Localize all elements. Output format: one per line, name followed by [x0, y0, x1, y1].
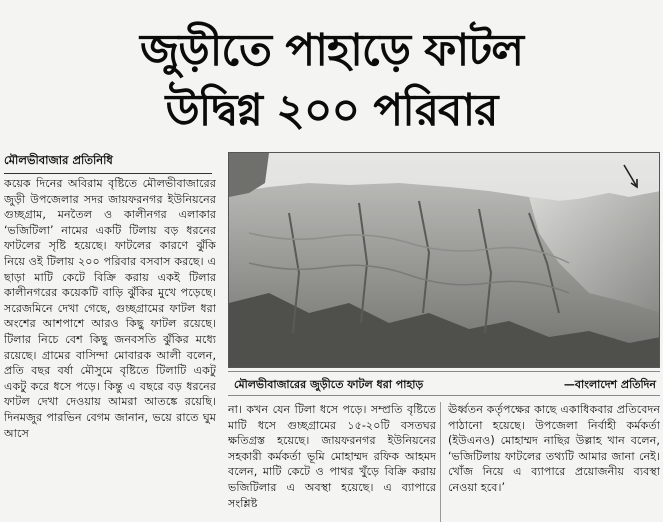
paragraph: কয়েক দিনের অবিরাম বৃষ্টিতে মৌলভীবাজারের জুড়ী উপজেলার সদর জায়ফরনগর ইউনিয়নের গুচ্ছগ্রাম, মনতৈল ও কালীনগর এলাকার ‘ভজিটিলা’ নামের একটি টিলায় বড় ধরনের ফাটলের সৃষ্টি হয়েছে। ফাটলের কারণে ঝুঁকি নিয়ে ওই টিলায় ২০০ পরিবার বসবাস করছে। এ ছাড়া মাটি কেটে বিক্রি করায় একই টিলার কালীনগরের কয়েকটি বাড়ি ঝুঁকির মুখে পড়েছে। সরেজমিনে দেখা গেছে, গুচ্ছগ্রামের ফাটল ধরা অংশের আশপাশে আরও কিছু ফাটল রয়েছে। টিলার নিচে বেশ কিছু জনবসতি ঝুঁকির মধ্যে রয়েছে। গ্রামের বাসিন্দা মোবারক আলী বলেন, প্রতি বছর বর্ষা মৌসুমে বৃষ্টিতে টিলাটি একটু একটু করে ধসে পড়ে। কিন্তু এ বছরে বড় ধরনের ফাটল দেখা দেওয়ায় আমরা আতঙ্কে রয়েছি। দিনমজুর পারভিন বেগম জানান, ভয়ে রাতে ঘুম আসে — [4, 177, 216, 440]
headline-line-1: জুড়ীতে পাহাড়ে ফাটল — [140, 25, 523, 76]
caption-rule-bottom — [228, 395, 660, 396]
hill-crack-photo — [228, 152, 660, 368]
article-column-left — [4, 176, 216, 522]
caption-rule-top — [228, 371, 660, 372]
paragraph: না। কখন যেন টিলা ধসে পড়ে। সম্প্রতি বৃষ্টিতে মাটি ধসে গুচ্ছগ্রামের ১৫-২০টি বসতঘর ক্ষতিগ্রস্ত হয়েছে। জায়ফরনগর ইউনিয়নের সহকারী কর্মকর্তা ভূমি মোহাম্মদ রফিক আহমদ বলেন, মাটি কেটে ও পাথর খুঁড়ে বিক্রি করায় ভজিটিলার এ অবস্থা হয়েছে। এ ব্যাপারে সংশ্লিষ্ট — [228, 403, 436, 510]
column-divider — [440, 402, 441, 522]
article-column-right — [448, 402, 660, 522]
photo-caption — [228, 374, 660, 394]
hill-photo-graphic — [229, 153, 660, 368]
byline: মৌলভীবাজার প্রতিনিধি — [4, 152, 212, 174]
headline-line-2: উদ্বিগ্ন ২০০ পরিবার — [165, 85, 498, 136]
photo-credit: —বাংলাদেশ প্রতিদিন — [563, 378, 656, 391]
article-column-middle — [228, 402, 436, 522]
paragraph: ঊর্ধ্বতন কর্তৃপক্ষের কাছে একাধিকবার প্রতিবেদন পাঠানো হয়েছে। উপজেলা নির্বাহী কর্মকর্তা (ইউএনও) মোহাম্মদ নাছির উল্লাহ খান বলেন, ‘ভজিটিলায় ফাটলের তথ্যটি আমার জানা নেই। খোঁজ নিয়ে এ ব্যাপারে প্রয়োজনীয় ব্যবস্থা নেওয়া হবে।’ — [448, 403, 660, 494]
photo-caption-text: মৌলভীবাজারের জুড়ীতে ফাটল ধরা পাহাড় — [234, 378, 424, 391]
